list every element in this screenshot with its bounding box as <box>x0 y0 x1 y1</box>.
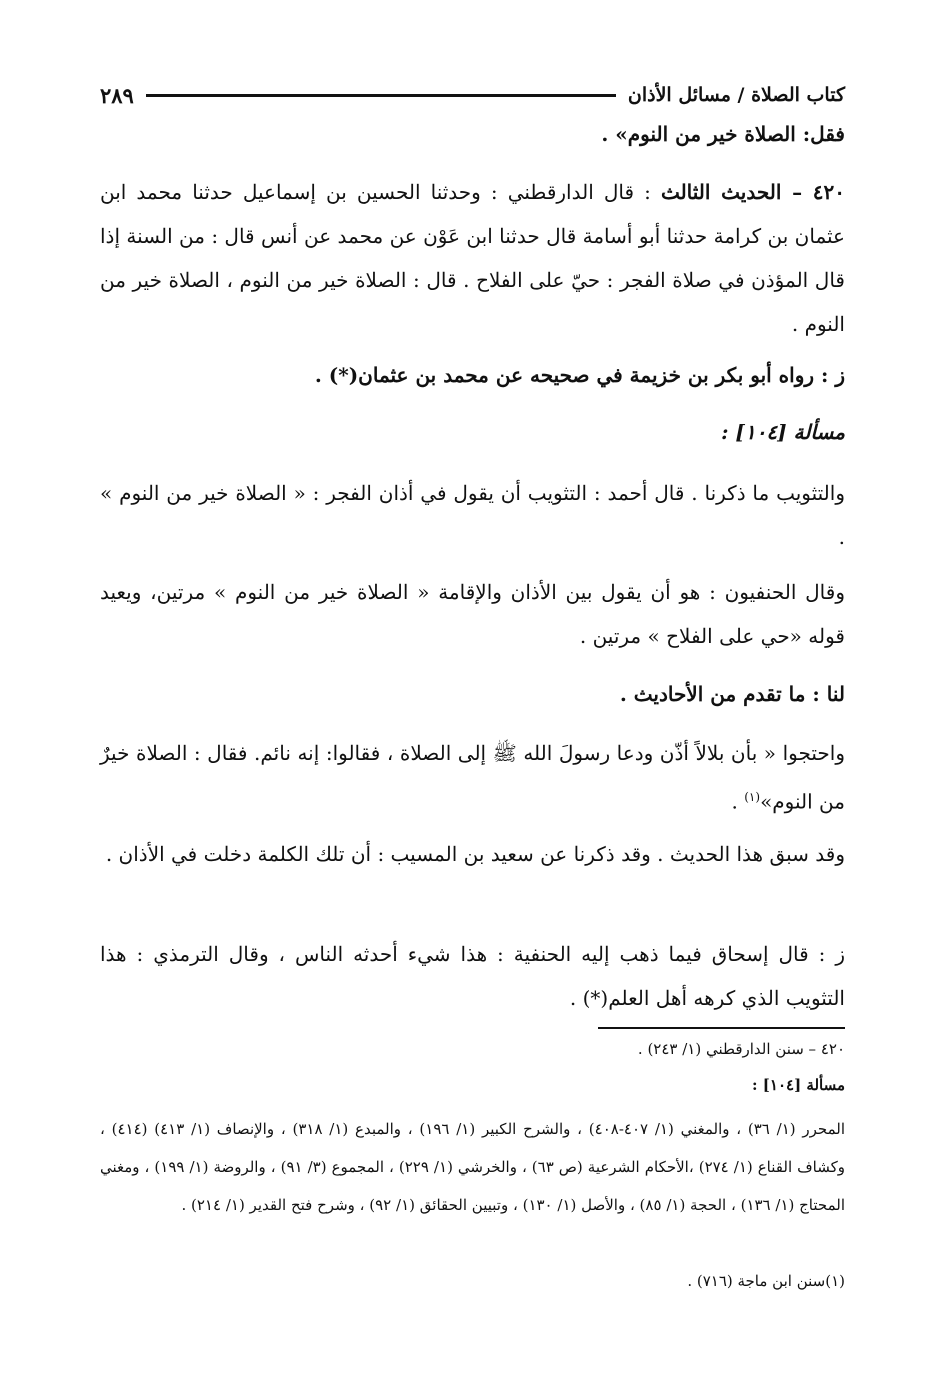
paragraph-5: وقد سبق هذا الحديث . وقد ذكرنا عن سعيد بن المسيب : أن تلك الكلمة دخلت في الأذان . <box>105 842 845 866</box>
paragraph-4-end: . <box>731 789 745 814</box>
header-rule <box>146 94 616 97</box>
footnote-separator <box>598 1027 845 1029</box>
footnote-2: مسألة [١٠٤] : <box>752 1076 845 1094</box>
zawaid-note-1: ز : رواه أبو بكر بن خزيمة في صحيحه عن محمد بن عثمان(*) . <box>314 363 845 387</box>
hadith-number: ٤٢٠ – الحديث الثالث <box>660 180 846 204</box>
page-number: ٢٨٩ <box>100 82 134 108</box>
running-header <box>100 78 845 112</box>
hadith-text: : قال الدارقطني : وحدثنا الحسين بن إسماعيل حدثنا محمد ابن عثمان بن كرامة حدثنا أبو أسامة قال حدثنا ابن عَوْن عن محمد عن أنس قال : من السنة إذا قال المؤذن في صلاة الفجر : حيّ على الفلاح . قال : الصلاة خير من النوم ، الصلاة خير من النوم . <box>100 180 845 336</box>
paragraph-1: والتثويب ما ذكرنا . قال أحمد : التثويب أن يقول في أذان الفجر : « الصلاة خير من النوم » . <box>100 481 845 549</box>
masala-heading: مسألة [١٠٤] : <box>721 420 845 444</box>
paragraph-4-text: واحتجوا « بأن بلالاً أذّن ودعا رسولَ الله ﷺ إلى الصلاة ، فقالوا: إنه نائم. فقال : الصلاة خيرٌ من النوم» <box>100 741 845 814</box>
footnote-1: ٤٢٠ – سنن الدارقطني (١/ ٢٤٣) . <box>637 1040 845 1058</box>
zawaid-note-2: ز : قال إسحاق فيما ذهب إليه الحنفية : هذا شيء أحدثه الناس ، وقال الترمذي : هذا التثويب الذي كرهه أهل العلم(*) . <box>100 942 845 1010</box>
paragraph-4 <box>100 731 845 824</box>
header-title: كتاب الصلاة / مسائل الأذان <box>627 84 845 106</box>
footnote-4: (١)سنن ابن ماجة (٧١٦) . <box>687 1272 845 1290</box>
footnote-ref: (١) <box>744 790 761 804</box>
paragraph-2: وقال الحنفيون : هو أن يقول بين الأذان والإقامة « الصلاة خير من النوم » مرتين، ويعيد قوله «حي على الفلاح » مرتين . <box>100 580 845 648</box>
paragraph-3: لنا : ما تقدم من الأحاديث . <box>619 682 845 706</box>
hadith-420 <box>100 170 845 346</box>
continuation-line: فقل: الصلاة خير من النوم» . <box>601 122 845 146</box>
footnote-3: المحرر (١/ ٣٦) ، والمغني (١/ ٤٠٧-٤٠٨) ، والشرح الكبير (١/ ١٩٦) ، والمبدع (١/ ٣١٨) ، والإنصاف (١/ ٤١٣) (٤١٤) ، وكشاف القناع (١/ ٢٧٤) ،الأحكام الشرعية (ص ٦٣) ، والخرشي (١/ ٢٢٩) ، المجموع (٣/ ٩١) ، والروضة (١/ ١٩٩) ، ومغني المحتاج (١/ ١٣٦) ، الحجة (١/ ٨٥) ، والأصل (١/ ١٣٠) ، وتبيين الحقائق (١/ ٩٢) ، وشرح فتح القدير (١/ ٢١٤) . <box>100 1120 846 1214</box>
